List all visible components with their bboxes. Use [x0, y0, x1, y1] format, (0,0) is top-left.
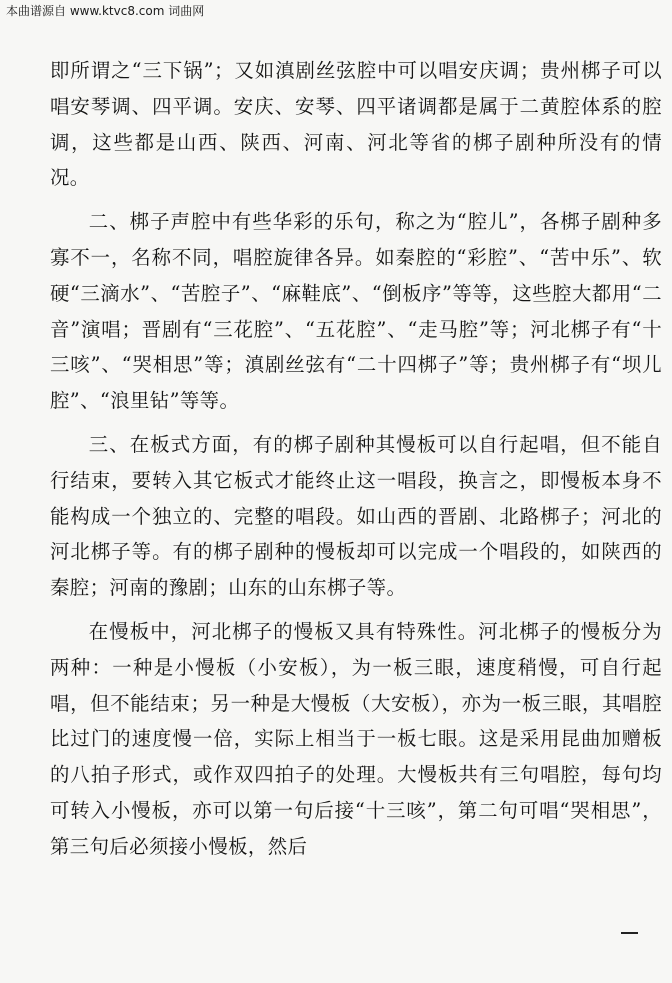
page-footer-mark	[621, 932, 638, 934]
paragraph-slow-tempo: 在慢板中，河北梆子的慢板又具有特殊性。河北梆子的慢板分为两种：一种是小慢板（小安板），为一板三眼，速度稍慢，可自行起唱，但不能结束；另一种是大慢板（大安板），亦为一板三眼，其唱腔比过门的速度慢一倍，实际上相当于一板七眼。这是采用昆曲加赠板的八拍子形式，或作双四拍子的处理。大慢板共有三句唱腔，每句均可转入小慢板，亦可以第一句后接“十三咳”，第二句可唱“哭相思”，第三句后必须接小慢板，然后	[50, 619, 662, 858]
site-watermark: 本曲谱源自 www.ktvc8.com 词曲网	[6, 4, 205, 18]
paragraph-point-three: 三、在板式方面，有的梆子剧种其慢板可以自行起唱，但不能自行结束，要转入其它板式才能终止这一唱段，换言之，即慢板本身不能构成一个独立的、完整的唱段。如山西的晋剧、北路梆子；河北的河北梆子等。有的梆子剧种的慢板却可以完成一个唱段的，如陕西的秦腔；河南的豫剧；山东的山东梆子等。	[50, 432, 662, 600]
paragraph-point-two: 二、梆子声腔中有些华彩的乐句，称之为“腔儿”，各梆子剧种多寡不一，名称不同，唱腔旋律各异。如秦腔的“彩腔”、“苦中乐”、软硬“三滴水”、“苦腔子”、“麻鞋底”、“倒板序”等等，这些腔大都用“二音”演唱；晋剧有“三花腔”、“五花腔”、“走马腔”等；河北梆子有“十三咳”、“哭相思”等；滇剧丝弦有“二十四梆子”等；贵州梆子有“坝儿腔”、“浪里钻”等等。	[50, 210, 662, 413]
page-body	[50, 53, 662, 865]
paragraph-intro-continuation: 即所谓之“三下锅”；又如滇剧丝弦腔中可以唱安庆调；贵州梆子可以唱安琴调、四平调。安庆、安琴、四平诸调都是属于二黄腔体系的腔调，这些都是山西、陕西、河南、河北等省的梆子剧种所没有的情况。	[50, 59, 662, 190]
